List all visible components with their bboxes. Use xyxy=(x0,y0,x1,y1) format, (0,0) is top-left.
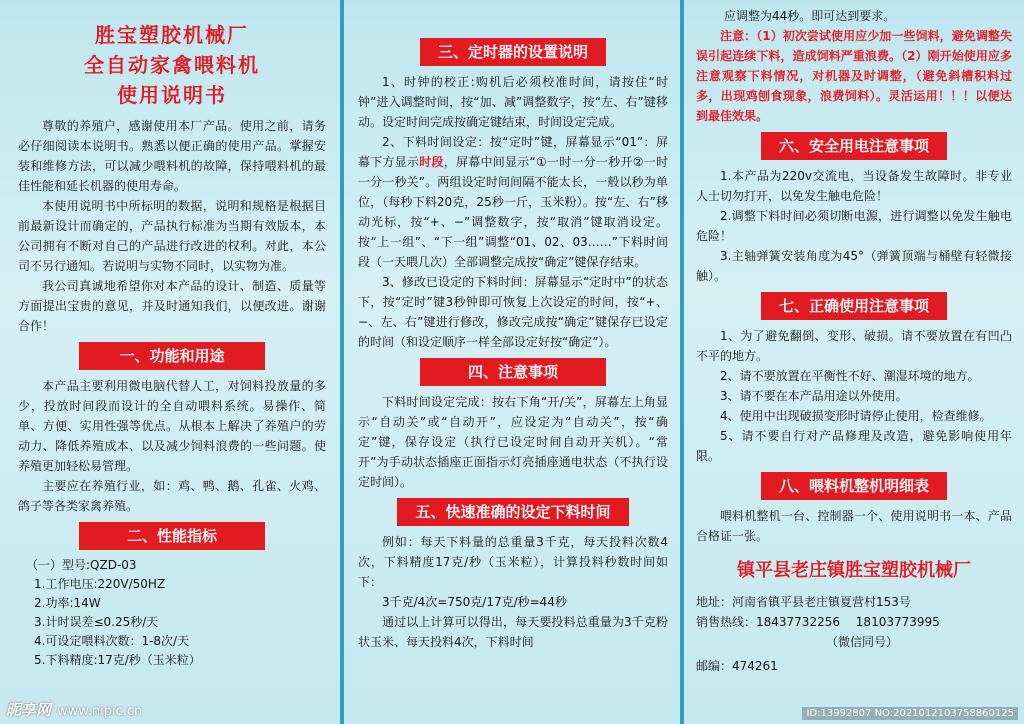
section-1-heading: 一、功能和用途 xyxy=(18,342,326,370)
section-3-paragraph-2: 2、下料时间设定：按“定时”键，屏幕显示“01”：屏幕下方显示时段，屏幕中间显示“①一时一分一秒开②一时一分一秒关”。两组设定时间间隔不能太长，一般以秒为单位，（每秒下料20克，25秒一斤，玉米粉）。按“左、右”移动光标，按“+、−”调整数字，按“取消”键取消设定。按“上一组”、“下一组”调整“01、02、03……”下料时间段（一天喂几次）全部调整完成按“确定”键保存结束。 xyxy=(358,135,668,269)
panel-right xyxy=(684,0,1024,724)
usage-item: 3、请不要在本产品用途以外使用。 xyxy=(720,389,908,403)
spec-model: （一）型号:QZD-03 xyxy=(26,558,137,572)
company-name: 镇平县老庄镇胜宝塑胶机械厂 xyxy=(737,560,971,581)
section-3-paragraph-3: 3、修改已设定的下料时间：屏幕显示“定时中”的状态下，按“定时”键3秒钟即可恢复上次设定的时间，按“+、−、左、右”键进行修改，修改完成按“确定”键保存已设定的时间（和设定顺序一样全部设定好按“确定”）。 xyxy=(358,275,668,349)
safety-item: 1.本产品为220v交流电，当设备发生故障时。非专业人士切勿打开，以免发生触电危险！ xyxy=(696,169,1012,203)
usage-item: 2、请不要放置在平衡性不好、潮湿环境的地方。 xyxy=(720,369,980,383)
warning-note: 注意：（1）初次尝试使用应少加一些饲料，避免调整失误引起连续下料，造成饲料严重浪费。（2）刚开始使用应多注意观察下料情况，对机器及时调整，（避免斜槽积料过多，出现鸡刨食现象，浪费饲料）。灵活运用！！！以便达到最佳效果。 xyxy=(696,29,1012,123)
safety-item: 3.主轴弹簧安装角度为45°（弹簧顶端与桶壁有轻微接触）。 xyxy=(696,249,1012,283)
watermark-id: ID:13992807 NO:20210121037588601​25 xyxy=(802,707,1018,720)
spec-item: 5.下料精度:17克/秒（玉米粒） xyxy=(34,653,201,667)
manual-title: 使用说明书 xyxy=(117,83,227,107)
panel-left xyxy=(0,0,340,724)
section-5-paragraph-1: 例如：每天下料量的总重量3千克，每天投料次数4次，下料精度17克/秒（玉米粒），计算投料秒数时间如下： xyxy=(358,535,668,589)
section-8-heading: 八、喂料机整机明细表 xyxy=(696,472,1012,500)
section-8-paragraph: 喂料机整机一台、控制器一个、使用说明书一本、产品合格证一张。 xyxy=(696,509,1012,543)
usage-item: 5、请不要自行对产品修理及改造，避免影响使用年限。 xyxy=(696,429,1012,463)
spec-item: 4.可设定喂料次数：1-8次/天 xyxy=(34,634,190,648)
section-4-heading: 四、注意事项 xyxy=(358,358,668,386)
watermark-brand: 昵享网 www.nipic.cn xyxy=(6,701,143,719)
section-2-heading: 二、性能指标 xyxy=(18,522,326,550)
continued-paragraph: 应调整为44秒。即可达到要求。 xyxy=(724,9,896,23)
intro-paragraph-3: 我公司真诚地希望你对本产品的设计、制造、质量等方面提出宝贵的意见，并及时通知我们，以便改进。谢谢合作！ xyxy=(18,279,326,333)
intro-paragraph-1: 尊敬的养殖户，感谢使用本厂产品。使用之前，请务必仔细阅读本说明书。熟悉以便正确的使用产品。掌握安装和维修方法，可以减少喂料机的故障，保持喂料机的最佳性能和延长机器的使用寿命。 xyxy=(18,119,326,193)
section-4-paragraph-1: 下料时间设定完成：按右下角“开/关”，屏幕左上角显示“自动关”或“自动开”，应设定为“自动关”，按“确定”键，保存设定（执行已设定时间自动开关机）。“常开”为手动状态插座正面指示灯亮插座通电状态（不执行设定时间）。 xyxy=(358,395,668,489)
sales-hotline: 销售热线：18437732256 18103773995 xyxy=(696,615,940,629)
address: 地址：河南省镇平县老庄镇夏营村153号 xyxy=(696,595,911,609)
safety-item: 2.调整下料时间必须切断电源，进行调整以免发生触电危险！ xyxy=(696,209,1012,243)
section-1-paragraph-2: 主要应在养殖行业，如：鸡、鸭、鹅、孔雀、火鸡、鸽子等各类家禽养殖。 xyxy=(18,479,326,513)
usage-item: 1、为了避免翻倒、变形、破损。请不要放置在有凹凸不平的地方。 xyxy=(696,329,1012,363)
section-7-heading: 七、正确使用注意事项 xyxy=(696,292,1012,320)
panel-middle xyxy=(344,0,680,724)
period-highlight: 时段 xyxy=(419,155,444,169)
section-5-heading: 五、快速准确的设定下料时间 xyxy=(358,498,668,526)
wechat-note: （微信同号） xyxy=(826,635,899,649)
intro-paragraph-2: 本使用说明书中所标明的数据，说明和规格是根据目前最新设计而确定的，产品执行标准为当期有效版本，本公司拥有不断对自己的产品进行改进的权利。对此，本公司不另行通知。若说明与实物不同时，以实物为准。 xyxy=(18,199,326,273)
postcode: 邮编：474261 xyxy=(696,659,778,673)
section-3-paragraph-1: 1、时钟的校正:购机后必须校准时间，请按住“时钟”进入调整时间，按“加、减”调整数字，按“左、右”键移动。设定时间完成按确定键结束，时间设定完成。 xyxy=(358,75,668,129)
section-5-paragraph-2: 通过以上计算可以得出，每天要投料总重量为3千克粉状玉米、每天投料4次，下料时间 xyxy=(358,615,668,649)
section-5-formula: 3千克/4次=750克/17克/秒=44秒 xyxy=(382,595,567,609)
section-3-heading: 三、定时器的设置说明 xyxy=(358,38,668,66)
usage-item: 4、使用中出现破损变形时请停止使用，检查维修。 xyxy=(720,409,992,423)
spec-item: 2.功率:14W xyxy=(34,596,101,610)
spec-item: 1.工作电压:220V/50HZ xyxy=(34,577,166,591)
factory-title: 胜宝塑胶机械厂 xyxy=(95,23,249,47)
section-6-heading: 六、安全用电注意事项 xyxy=(696,132,1012,160)
section-1-paragraph-1: 本产品主要利用微电脑代替人工，对饲料投放量的多少，投放时间段而设计的全自动喂料系统。易操作、简单、方便、实用性强等优点。从根本上解决了养殖户的劳动力、降低养殖成本、以及减少饲料浪费的一些问题。使养殖更加轻松易管理。 xyxy=(18,379,326,473)
product-title: 全自动家禽喂料机 xyxy=(84,53,260,77)
spec-item: 3.计时误差≤0.25秒/天 xyxy=(34,615,159,629)
